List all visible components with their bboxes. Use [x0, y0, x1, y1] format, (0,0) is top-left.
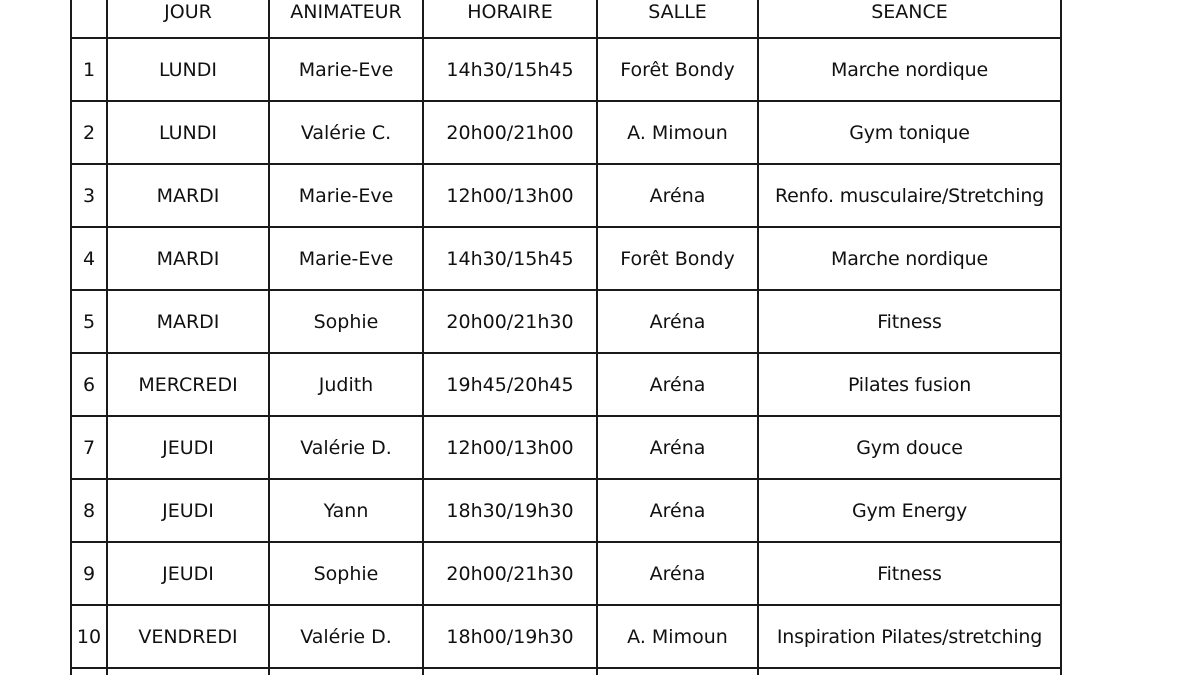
row-instructor: Valérie C. — [269, 101, 423, 164]
row-day: LUNDI — [107, 38, 269, 101]
row-number: 4 — [71, 227, 107, 290]
row-day: JEUDI — [107, 479, 269, 542]
row-instructor: Sophie — [269, 542, 423, 605]
row-instructor: Judith — [269, 353, 423, 416]
row-session: Gym tonique — [758, 101, 1061, 164]
row-room: Aréna — [597, 290, 758, 353]
row-time: 18h00/19h30 — [423, 605, 597, 668]
row-time: 12h00/13h00 — [423, 416, 597, 479]
row-instructor: Yann — [269, 479, 423, 542]
row-day: MARDI — [107, 290, 269, 353]
row-day: LUNDI — [107, 101, 269, 164]
header-session: SEANCE — [758, 0, 1061, 38]
row-instructor-empty — [269, 668, 423, 675]
row-session: Fitness — [758, 542, 1061, 605]
table-row — [71, 227, 1061, 290]
table-row — [71, 542, 1061, 605]
table-row — [71, 479, 1061, 542]
row-session: Inspiration Pilates/stretching — [758, 605, 1061, 668]
row-instructor: Marie-Eve — [269, 38, 423, 101]
row-session: Gym Energy — [758, 479, 1061, 542]
row-number-empty — [71, 668, 107, 675]
table-row — [71, 290, 1061, 353]
row-time: 20h00/21h30 — [423, 290, 597, 353]
row-room-empty — [597, 668, 758, 675]
row-time: 14h30/15h45 — [423, 227, 597, 290]
table-row — [71, 605, 1061, 668]
row-number: 7 — [71, 416, 107, 479]
table-row — [71, 101, 1061, 164]
row-number: 8 — [71, 479, 107, 542]
row-time-empty — [423, 668, 597, 675]
row-time: 14h30/15h45 — [423, 38, 597, 101]
row-instructor: Valérie D. — [269, 416, 423, 479]
header-num — [71, 0, 107, 38]
row-room: Aréna — [597, 353, 758, 416]
row-day: JEUDI — [107, 416, 269, 479]
row-time: 20h00/21h00 — [423, 101, 597, 164]
row-session: Renfo. musculaire/Stretching — [758, 164, 1061, 227]
row-day: MARDI — [107, 227, 269, 290]
header-day: JOUR — [107, 0, 269, 38]
row-session: Pilates fusion — [758, 353, 1061, 416]
row-time: 12h00/13h00 — [423, 164, 597, 227]
row-session: Marche nordique — [758, 38, 1061, 101]
row-room: A. Mimoun — [597, 101, 758, 164]
row-number: 2 — [71, 101, 107, 164]
row-number: 9 — [71, 542, 107, 605]
row-room: Aréna — [597, 416, 758, 479]
row-room: A. Mimoun — [597, 605, 758, 668]
header-instructor: ANIMATEUR — [269, 0, 423, 38]
row-room: Aréna — [597, 164, 758, 227]
table-row — [71, 353, 1061, 416]
row-time: 20h00/21h30 — [423, 542, 597, 605]
row-room: Aréna — [597, 479, 758, 542]
row-instructor: Marie-Eve — [269, 227, 423, 290]
row-number: 5 — [71, 290, 107, 353]
row-time: 19h45/20h45 — [423, 353, 597, 416]
row-session-empty — [758, 668, 1061, 675]
table-row — [71, 164, 1061, 227]
table-header-row — [71, 0, 1061, 38]
row-day: MERCREDI — [107, 353, 269, 416]
row-day: MARDI — [107, 164, 269, 227]
row-room: Forêt Bondy — [597, 227, 758, 290]
row-number: 10 — [71, 605, 107, 668]
schedule-table — [70, 0, 1062, 675]
row-session: Fitness — [758, 290, 1061, 353]
row-number: 3 — [71, 164, 107, 227]
header-time: HORAIRE — [423, 0, 597, 38]
table-row — [71, 38, 1061, 101]
row-day: JEUDI — [107, 542, 269, 605]
row-time: 18h30/19h30 — [423, 479, 597, 542]
row-room: Forêt Bondy — [597, 38, 758, 101]
row-number: 6 — [71, 353, 107, 416]
row-day-empty — [107, 668, 269, 675]
row-instructor: Marie-Eve — [269, 164, 423, 227]
row-number: 1 — [71, 38, 107, 101]
table-row — [71, 416, 1061, 479]
row-instructor: Sophie — [269, 290, 423, 353]
table-row-partial — [71, 668, 1061, 675]
row-session: Marche nordique — [758, 227, 1061, 290]
header-room: SALLE — [597, 0, 758, 38]
row-room: Aréna — [597, 542, 758, 605]
row-day: VENDREDI — [107, 605, 269, 668]
row-instructor: Valérie D. — [269, 605, 423, 668]
row-session: Gym douce — [758, 416, 1061, 479]
